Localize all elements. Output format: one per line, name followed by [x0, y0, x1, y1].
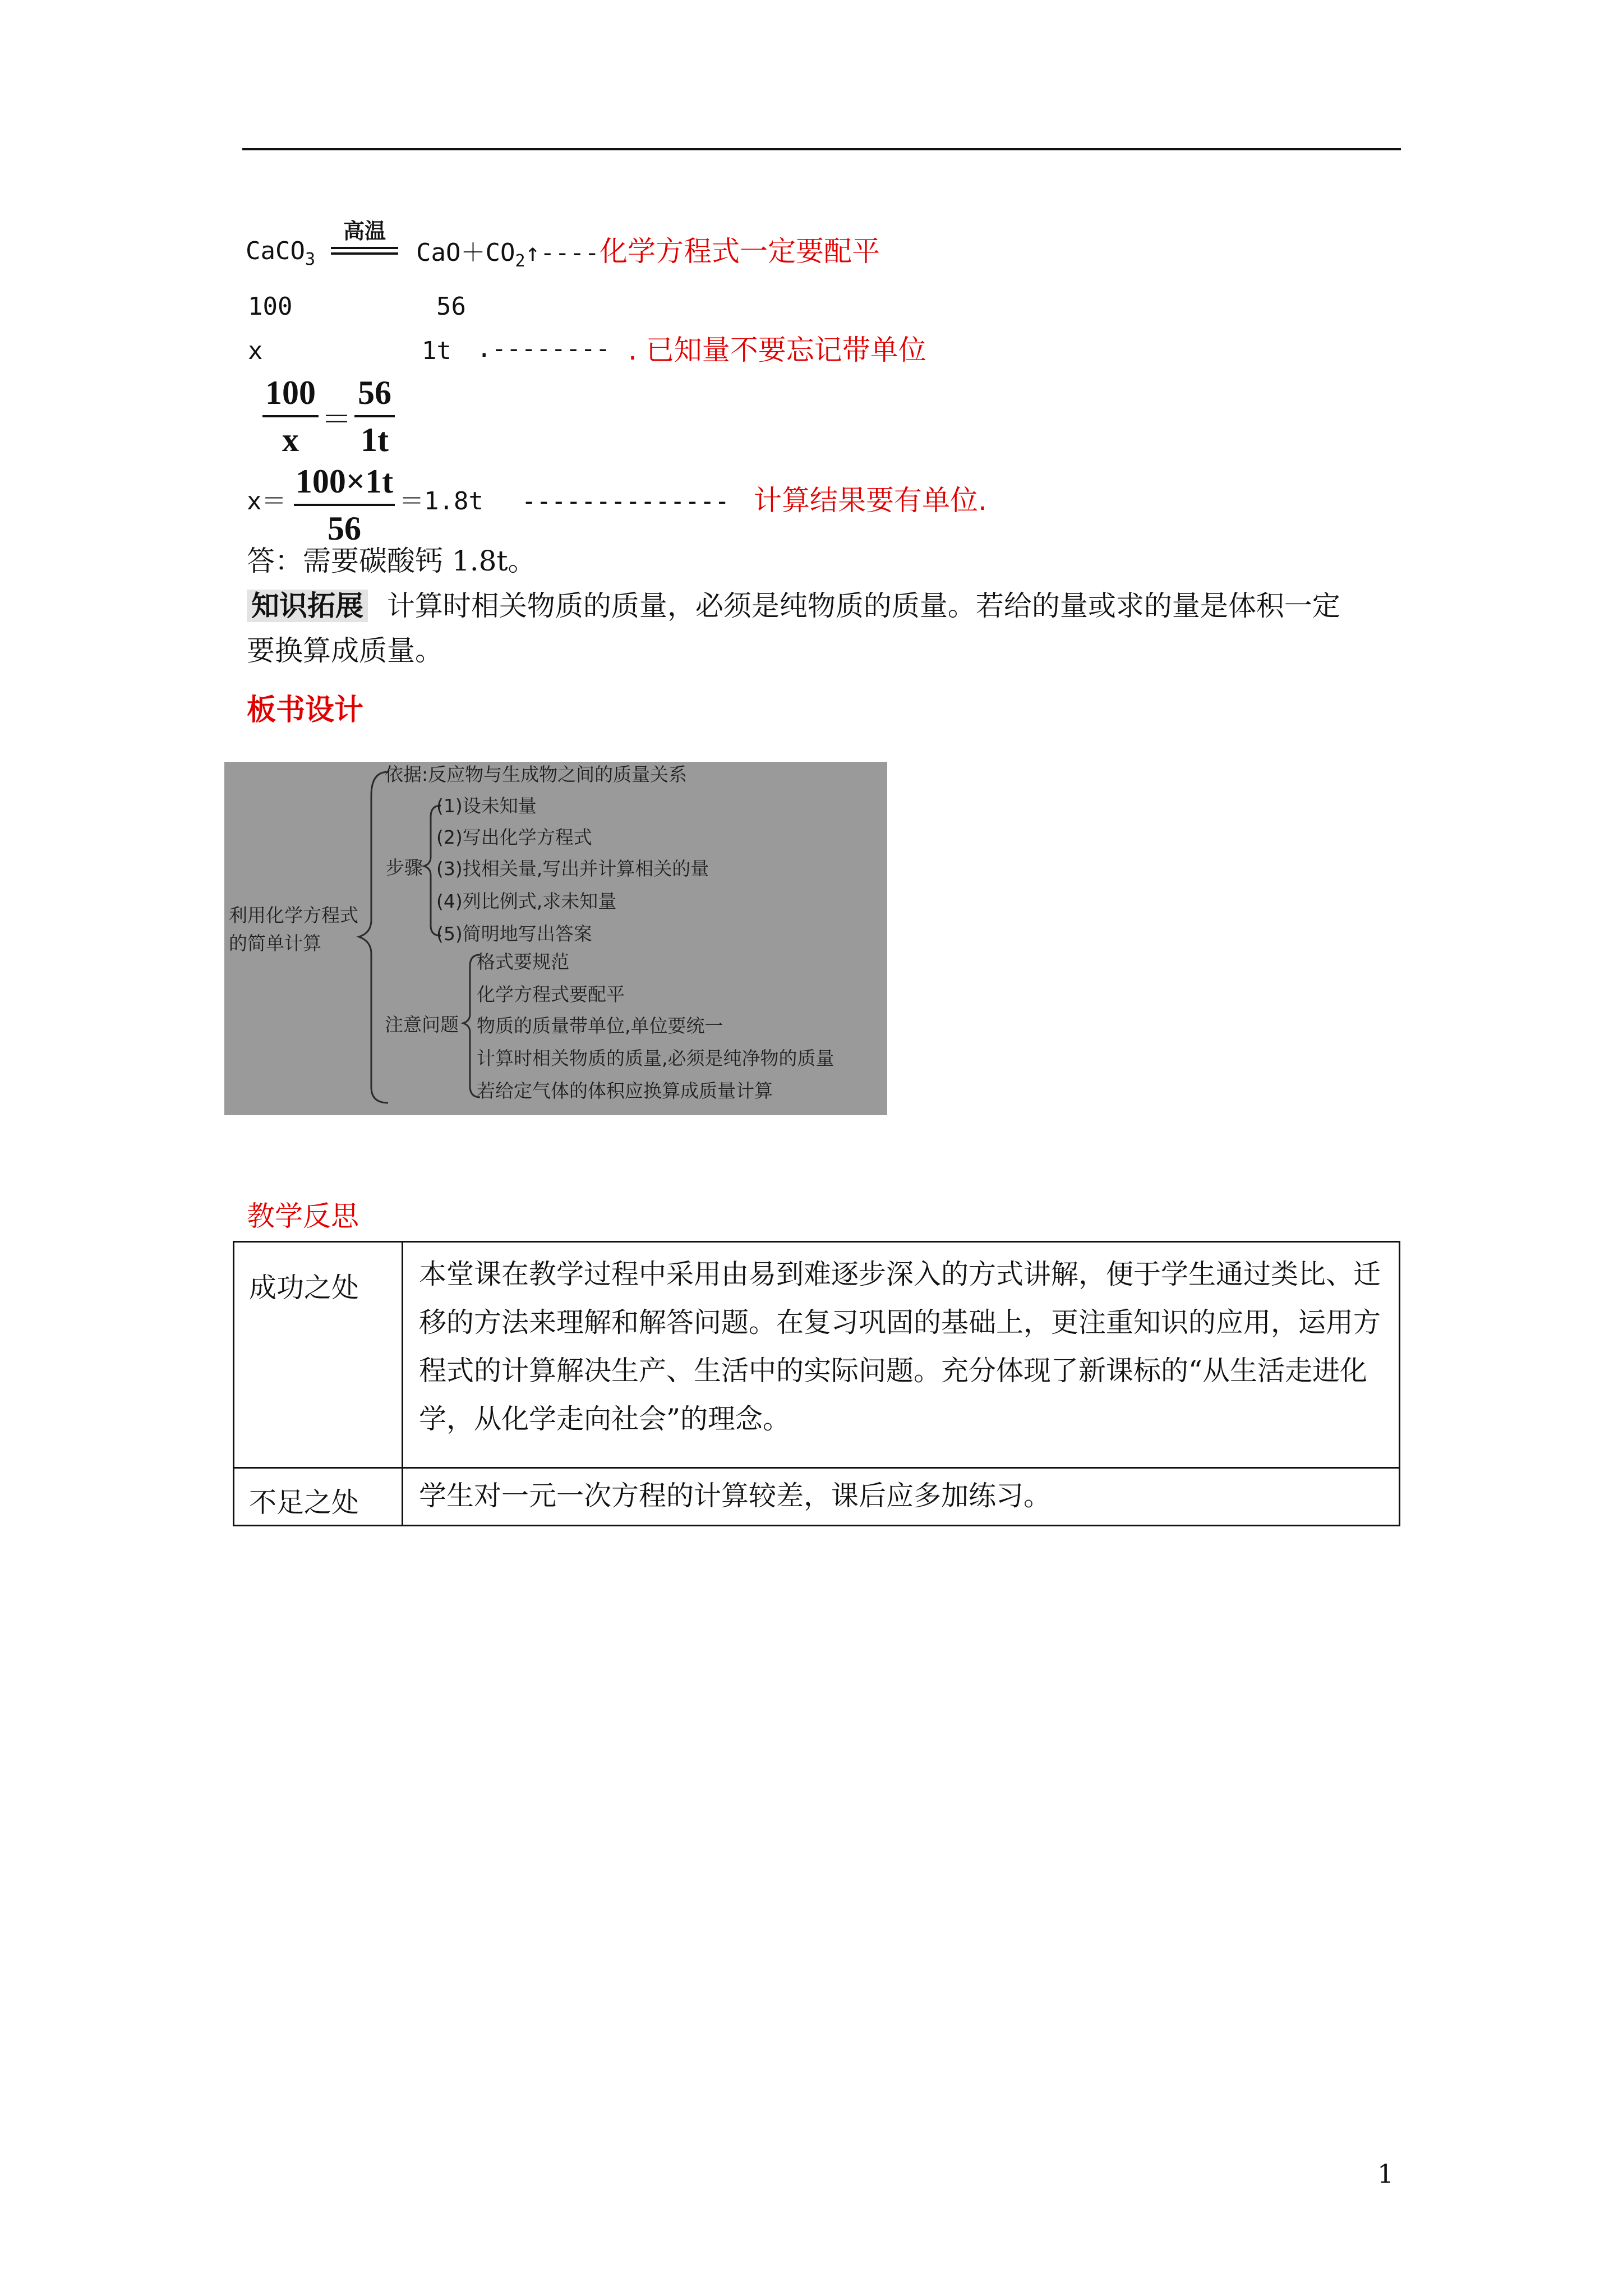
board-basis: 依据:反应物与生成物之间的质量关系: [385, 763, 688, 785]
knowledge-label: 知识拓展: [247, 590, 368, 622]
board-step: (4)列比例式,求未知量: [436, 890, 617, 912]
knowledge-text-1: 计算时相关物质的质量，必须是纯物质的质量。若给的量或求的量是体积一定: [386, 590, 1340, 622]
board-root-line2: 的简单计算: [229, 932, 321, 954]
shortfall-label: 不足之处: [234, 1468, 403, 1526]
table-row: [234, 1468, 1400, 1526]
unknown-right: 1t: [422, 337, 451, 365]
equation-note: 化学方程式一定要配平: [599, 235, 880, 268]
board-note: 化学方程式要配平: [477, 983, 625, 1005]
ratio-right: 56: [436, 292, 466, 321]
page-number: 1: [1377, 2159, 1394, 2189]
proportion-equals: ＝: [321, 402, 352, 437]
equation-reactant: CaCO$_3$: [246, 237, 316, 269]
reflection-heading: 教学反思: [247, 1200, 359, 1232]
board-steps-label: 步骤: [386, 857, 423, 878]
header-rule: [242, 148, 1401, 150]
success-label: 成功之处: [234, 1242, 403, 1468]
solution-dashes: --------------: [522, 487, 730, 516]
unknown-left: x: [248, 337, 263, 365]
equals-sign: [331, 247, 398, 255]
board-step: (3)找相关量,写出并计算相关的量: [436, 858, 709, 880]
board-step: (5)简明地写出答案: [436, 923, 592, 945]
board-photo: [224, 762, 887, 1115]
proportion-left: 100 x: [262, 375, 319, 458]
board-note: 物质的质量带单位,单位要统一: [477, 1015, 723, 1037]
ratio-left: 100: [248, 292, 293, 321]
equation-products: $CaO+CO_2↑----$化学方程式一定要配平: [416, 235, 880, 271]
board-heading: 板书设计: [247, 693, 364, 727]
board-note: 计算时相关物质的质量,必须是纯净物的质量: [477, 1047, 834, 1069]
solution-note: 计算结果要有单位.: [754, 484, 987, 517]
board-step: (2)写出化学方程式: [436, 826, 592, 848]
board-note: 格式要规范: [477, 951, 569, 973]
board-root-line1: 利用化学方程式: [229, 904, 358, 926]
board-note: 若给定气体的体积应换算成质量计算: [477, 1080, 773, 1102]
proportion-right: 56 1t: [354, 375, 395, 458]
solution-fraction: 100×1t 56: [294, 463, 395, 546]
solution-prefix: x＝: [247, 487, 287, 516]
solution-result: ＝1.8t: [399, 487, 483, 516]
reflection-table: [233, 1241, 1400, 1526]
board-step: (1)设未知量: [436, 795, 537, 817]
knowledge-line2: 要换算成质量。: [247, 634, 443, 667]
board-notes-label: 注意问题: [385, 1014, 459, 1036]
gas-arrow-icon: ↑: [525, 238, 541, 267]
shortfall-text: 学生对一元一次方程的计算较差，课后应多加练习。: [403, 1468, 1400, 1526]
unknown-dashes: .--------: [477, 334, 611, 363]
unknown-note: . 已知量不要忘记带单位: [628, 334, 926, 366]
answer-text: 答：需要碳酸钙 1.8t。: [247, 545, 536, 577]
reaction-condition: [331, 219, 398, 255]
condition-label: 高温: [343, 219, 386, 243]
table-row: [234, 1242, 1400, 1468]
success-text: 本堂课在教学过程中采用由易到难逐步深入的方式讲解，便于学生通过类比、迁移的方法来理解和解答问题。在复习巩固的基础上，更注重知识的应用，运用方程式的计算解决生产、生活中的实际问题。充分体现了新课标的“从生活走进化学，从化学走向社会”的理念。: [403, 1242, 1400, 1468]
knowledge-line1: [247, 589, 1340, 623]
